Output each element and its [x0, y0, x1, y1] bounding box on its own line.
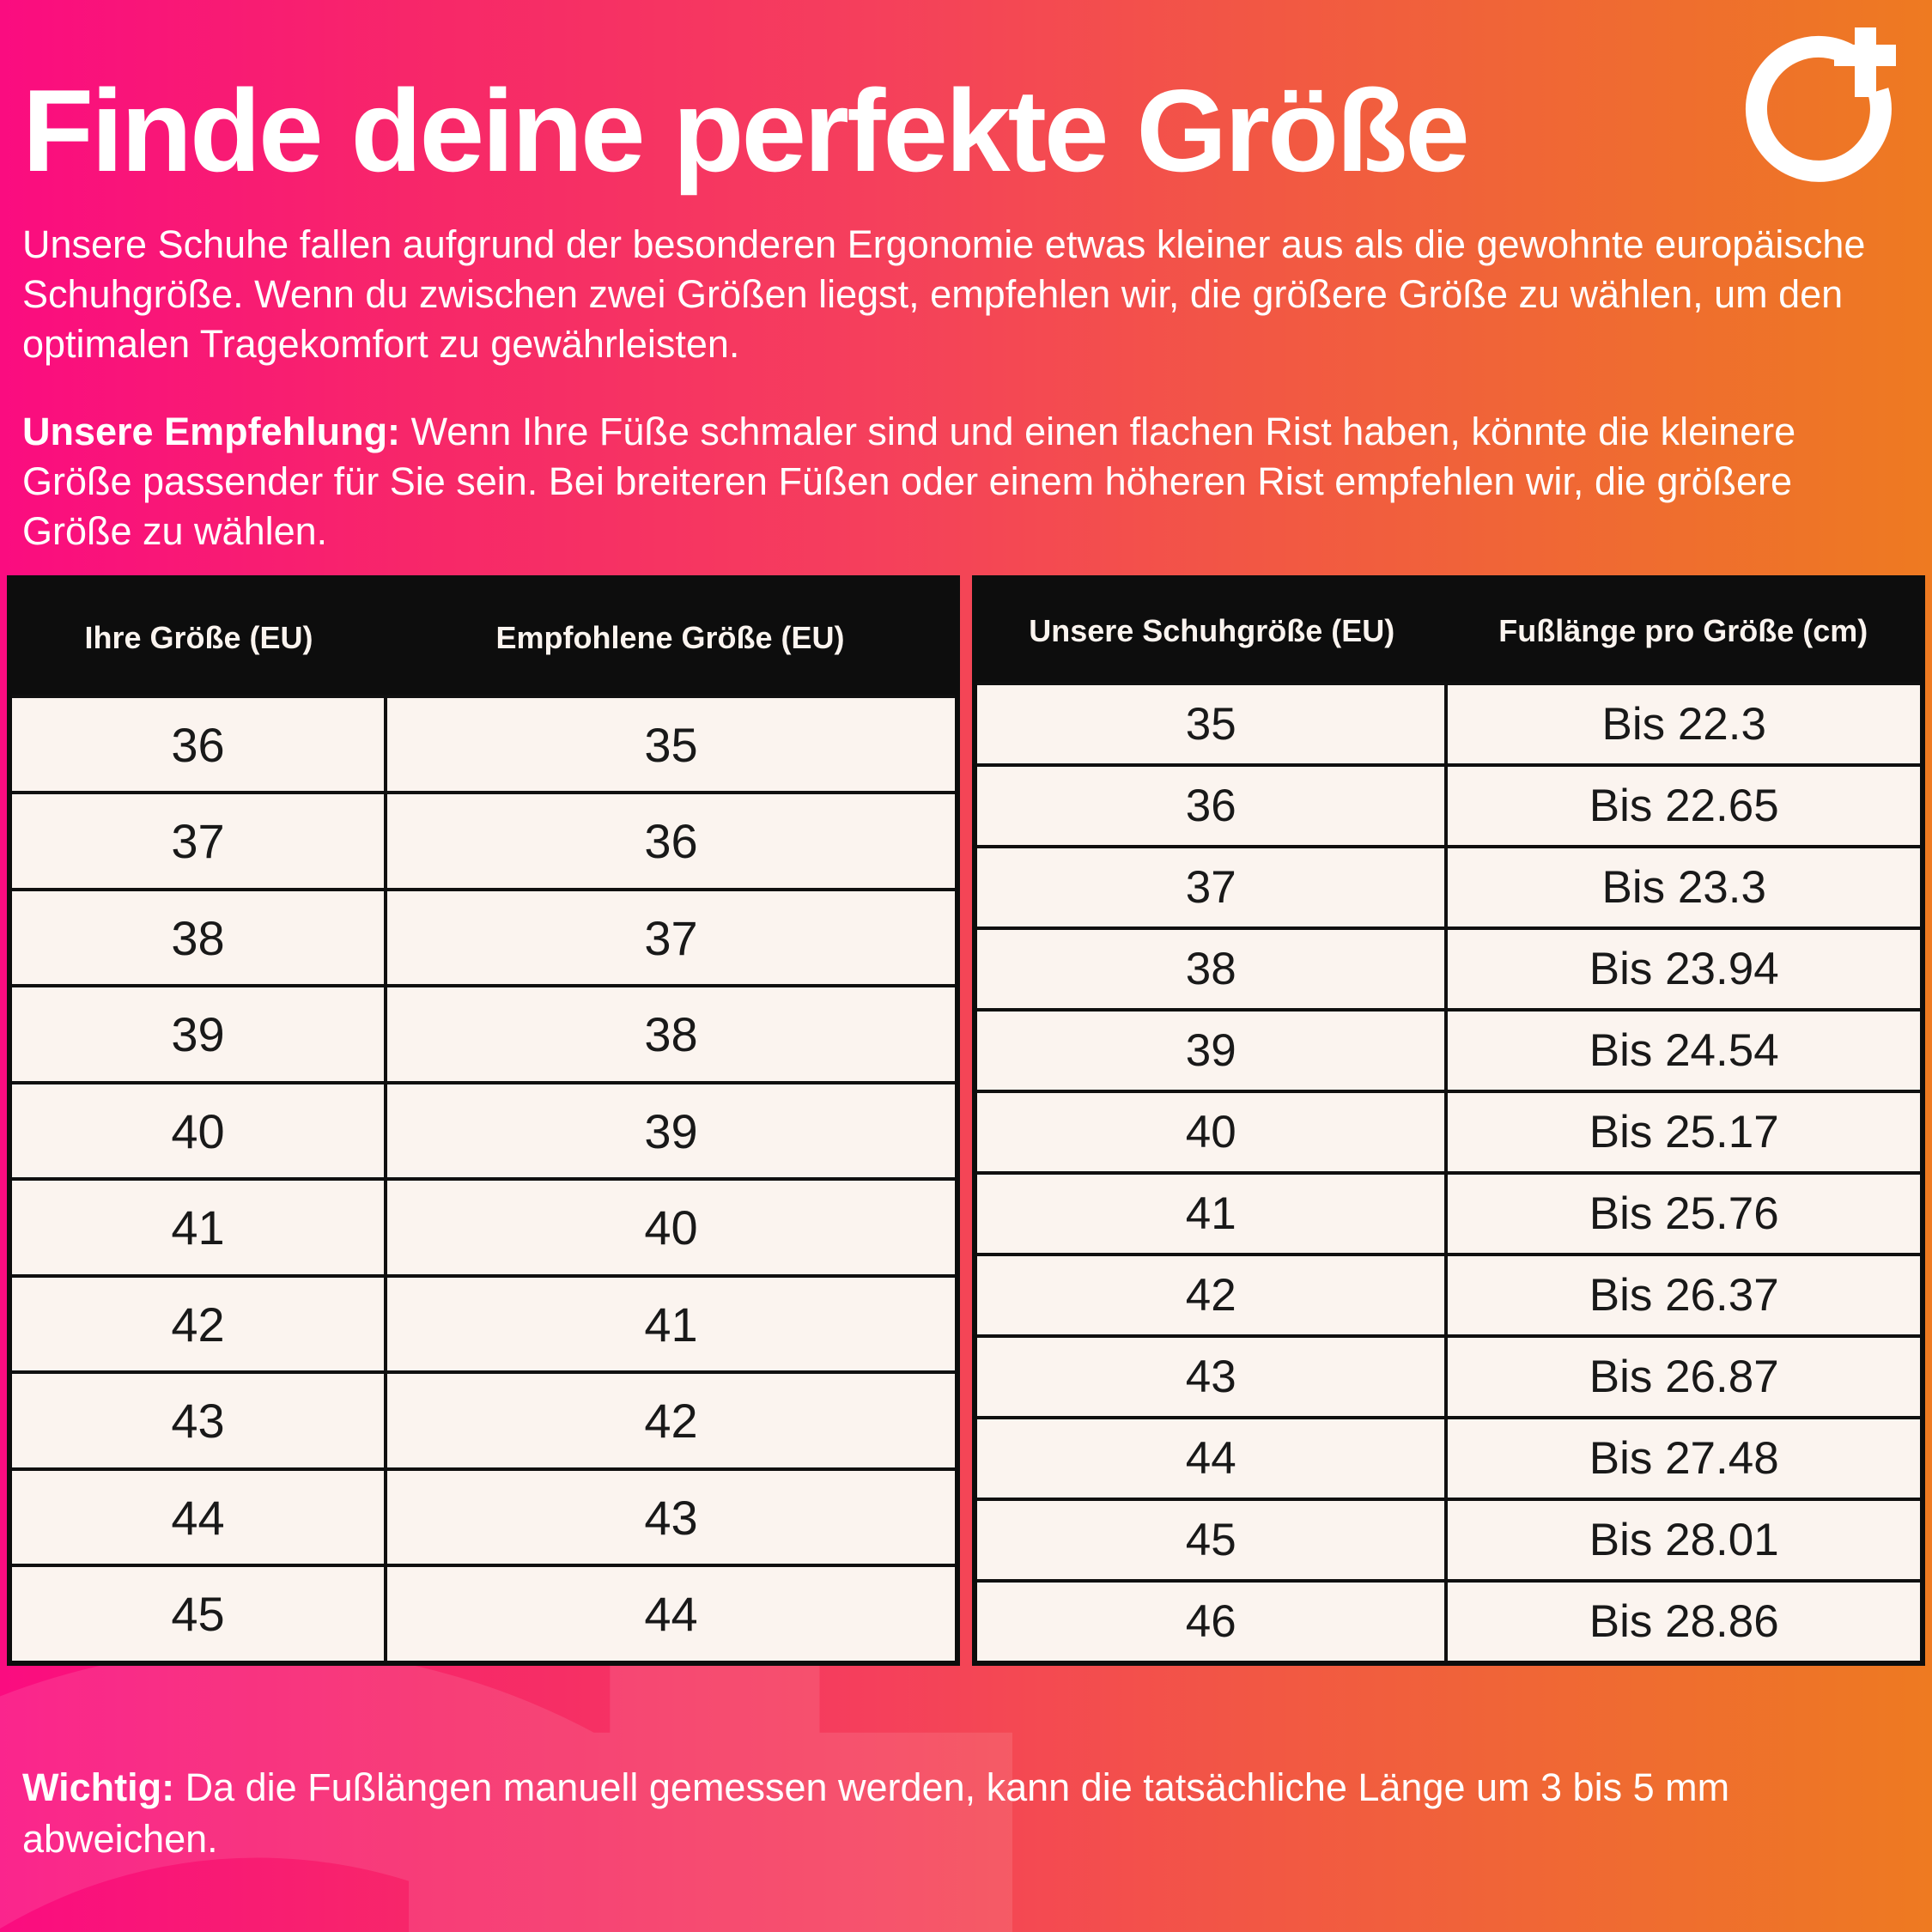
header-row [975, 578, 1923, 683]
table-row [975, 1581, 1923, 1663]
table-cell: 38 [9, 890, 386, 986]
recommendation-text: Wenn Ihre Füße schmaler sind und einen flachen Rist haben, könnte die kleinere Größe passender für Sie sein. Bei breiteren Füßen oder einem höheren Rist empfehlen wir, die größere Größe zu wählen. [22, 410, 1796, 553]
table-cell: 43 [386, 1469, 957, 1565]
foot-length-table [972, 575, 1925, 1666]
foot-length-table-body [975, 683, 1923, 1663]
table-row [9, 986, 957, 1082]
table-cell: Bis 28.01 [1446, 1499, 1923, 1581]
table-cell: 40 [9, 1083, 386, 1179]
table-cell: 37 [9, 793, 386, 889]
table-row [975, 847, 1923, 928]
column-header: Unsere Schuhgröße (EU) [975, 578, 1446, 683]
table-cell: Bis 24.54 [1446, 1010, 1923, 1091]
table-cell: 36 [386, 793, 957, 889]
table-cell: Bis 23.3 [1446, 847, 1923, 928]
table-row [975, 1255, 1923, 1336]
table-row [975, 928, 1923, 1010]
size-conversion-table-body [9, 696, 957, 1663]
table-cell: Bis 27.48 [1446, 1418, 1923, 1499]
table-row [9, 1179, 957, 1275]
table-row [9, 696, 957, 793]
table-cell: Bis 26.87 [1446, 1336, 1923, 1418]
table-row [975, 765, 1923, 847]
table-row [975, 1091, 1923, 1173]
tables-section [7, 575, 1925, 1666]
table-row [9, 793, 957, 889]
table-cell: 40 [386, 1179, 957, 1275]
table-cell: 44 [975, 1418, 1446, 1499]
table-cell: 43 [975, 1336, 1446, 1418]
table-row [9, 1083, 957, 1179]
table-row [9, 1565, 957, 1663]
table-row [975, 1336, 1923, 1418]
table-cell: Bis 26.37 [1446, 1255, 1923, 1336]
important-note [22, 1762, 1911, 1865]
table-cell: 41 [386, 1276, 957, 1372]
important-note-label: Wichtig: [22, 1765, 175, 1809]
table-cell: 46 [975, 1581, 1446, 1663]
column-header: Fußlänge pro Größe (cm) [1446, 578, 1923, 683]
table-cell: 41 [9, 1179, 386, 1275]
table-row [975, 683, 1923, 765]
table-row [9, 1276, 957, 1372]
table-row [9, 890, 957, 986]
table-cell: 40 [975, 1091, 1446, 1173]
table-cell: 38 [386, 986, 957, 1082]
size-conversion-table-header [9, 578, 957, 696]
table-cell: 38 [975, 928, 1446, 1010]
table-row [975, 1418, 1923, 1499]
header-row [9, 578, 957, 696]
foot-length-table-header [975, 578, 1923, 683]
intro-text: Unsere Schuhe fallen aufgrund der besonderen Ergonomie etwas kleiner aus als die gewohnte europäische Schuhgröße. Wenn du zwischen zwei Größen liegst, empfehlen wir, die größere Größe zu wählen, um den optimalen Tragekomfort zu gewährleisten. [22, 222, 1866, 366]
intro-paragraph [22, 220, 1911, 369]
table-cell: 45 [9, 1565, 386, 1663]
table-cell: 39 [386, 1083, 957, 1179]
column-header: Empfohlene Größe (EU) [386, 578, 957, 696]
table-cell: Bis 28.86 [1446, 1581, 1923, 1663]
table-cell: 35 [975, 683, 1446, 765]
table-cell: 44 [9, 1469, 386, 1565]
table-cell: 41 [975, 1173, 1446, 1255]
table-cell: 36 [975, 765, 1446, 847]
table-cell: Bis 25.76 [1446, 1173, 1923, 1255]
table-cell: 37 [975, 847, 1446, 928]
important-note-text: Da die Fußlängen manuell gemessen werden, kann die tatsächliche Länge um 3 bis 5 mm abweichen. [22, 1765, 1730, 1861]
table-cell: 44 [386, 1565, 957, 1663]
table-cell: Bis 23.94 [1446, 928, 1923, 1010]
table-cell: 37 [386, 890, 957, 986]
table-cell: 42 [9, 1276, 386, 1372]
table-row [975, 1010, 1923, 1091]
table-cell: 39 [975, 1010, 1446, 1091]
table-cell: 43 [9, 1372, 386, 1468]
recommendation-paragraph [22, 407, 1911, 556]
table-cell: 36 [9, 696, 386, 793]
table-cell: 39 [9, 986, 386, 1082]
table-cell: Bis 22.3 [1446, 683, 1923, 765]
table-row [975, 1173, 1923, 1255]
size-conversion-table [7, 575, 960, 1666]
table-cell: 42 [975, 1255, 1446, 1336]
circle-plus-logo-icon [1733, 26, 1922, 189]
column-header: Ihre Größe (EU) [9, 578, 386, 696]
table-cell: 45 [975, 1499, 1446, 1581]
table-row [975, 1499, 1923, 1581]
page-title: Finde deine perfekte Größe [22, 65, 1467, 196]
table-row [9, 1372, 957, 1468]
table-cell: 35 [386, 696, 957, 793]
table-cell: Bis 22.65 [1446, 765, 1923, 847]
table-cell: Bis 25.17 [1446, 1091, 1923, 1173]
recommendation-label: Unsere Empfehlung: [22, 410, 401, 453]
table-row [9, 1469, 957, 1565]
table-cell: 42 [386, 1372, 957, 1468]
